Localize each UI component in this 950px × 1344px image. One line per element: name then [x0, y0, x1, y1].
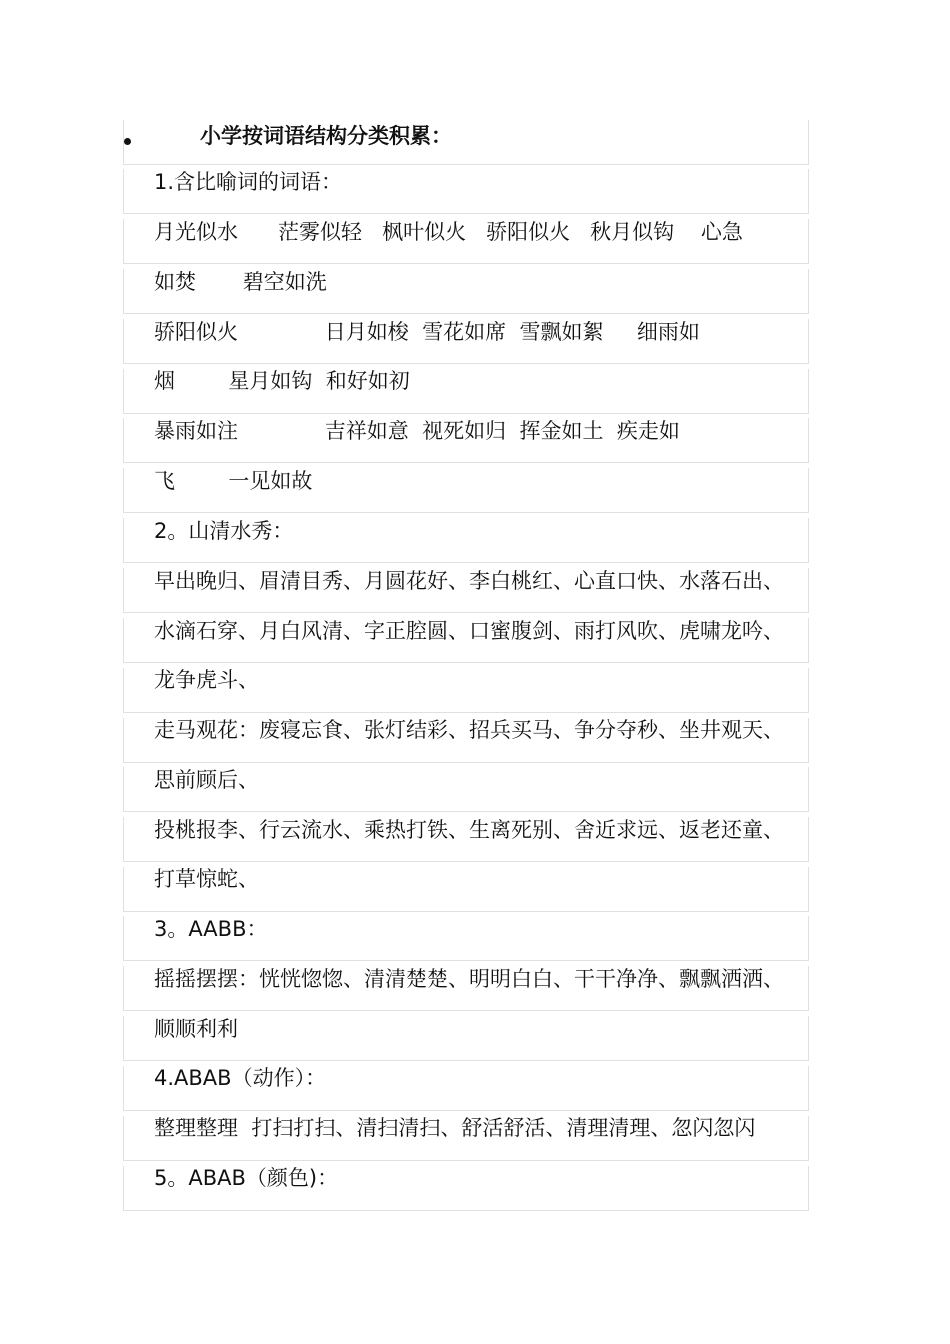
text-line: 1.含比喻词的词语： [154, 170, 343, 194]
text-line: 走马观花：废寝忘食、张灯结彩、招兵买马、争分夺秒、坐井观天、 [154, 718, 784, 742]
text-line: 打草惊蛇、 [154, 867, 259, 891]
text-line: 早出晚归、眉清目秀、月圆花好、李白桃红、心直口快、水落石出、 [154, 569, 784, 593]
text-line: 整理整理 打扫打扫、清扫清扫、舒活舒活、清理清理、忽闪忽闪 [154, 1116, 756, 1140]
text-line: 如焚 碧空如洗 [154, 270, 327, 294]
text-line: 暴雨如注 吉祥如意 视死如归 挥金如土 疾走如 [154, 419, 680, 443]
text-line: 烟 星月如钩 和好如初 [154, 369, 410, 393]
text-line: 飞 一见如故 [154, 469, 313, 493]
page-title: 小学按词语结构分类积累： [200, 124, 452, 148]
text-line: 思前顾后、 [154, 768, 259, 792]
text-line: 投桃报李、行云流水、乘热打铁、生离死别、舍近求远、返老还童、 [154, 818, 784, 842]
text-line: 5。ABAB（颜色)： [154, 1166, 339, 1190]
text-line: 4.ABAB（动作）： [154, 1066, 327, 1090]
text-line: 摇摇摆摆：恍恍惚惚、清清楚楚、明明白白、干干净净、飘飘洒洒、 [154, 967, 784, 991]
bullet-icon [124, 138, 131, 145]
text-line: 骄阳似火 日月如梭 雪花如席 雪飘如絮 细雨如 [154, 320, 700, 344]
text-line: 龙争虎斗、 [154, 668, 259, 692]
text-line: 顺顺利利 [154, 1017, 238, 1041]
text-line: 2。山清水秀： [154, 519, 294, 543]
text-line: 水滴石穿、月白风清、字正腔圆、口蜜腹剑、雨打风吹、虎啸龙吟、 [154, 619, 784, 643]
text-line: 月光似水 茫雾似轻 枫叶似火 骄阳似火 秋月似钩 心急 [154, 220, 743, 244]
text-line: 3。AABB： [154, 917, 268, 941]
